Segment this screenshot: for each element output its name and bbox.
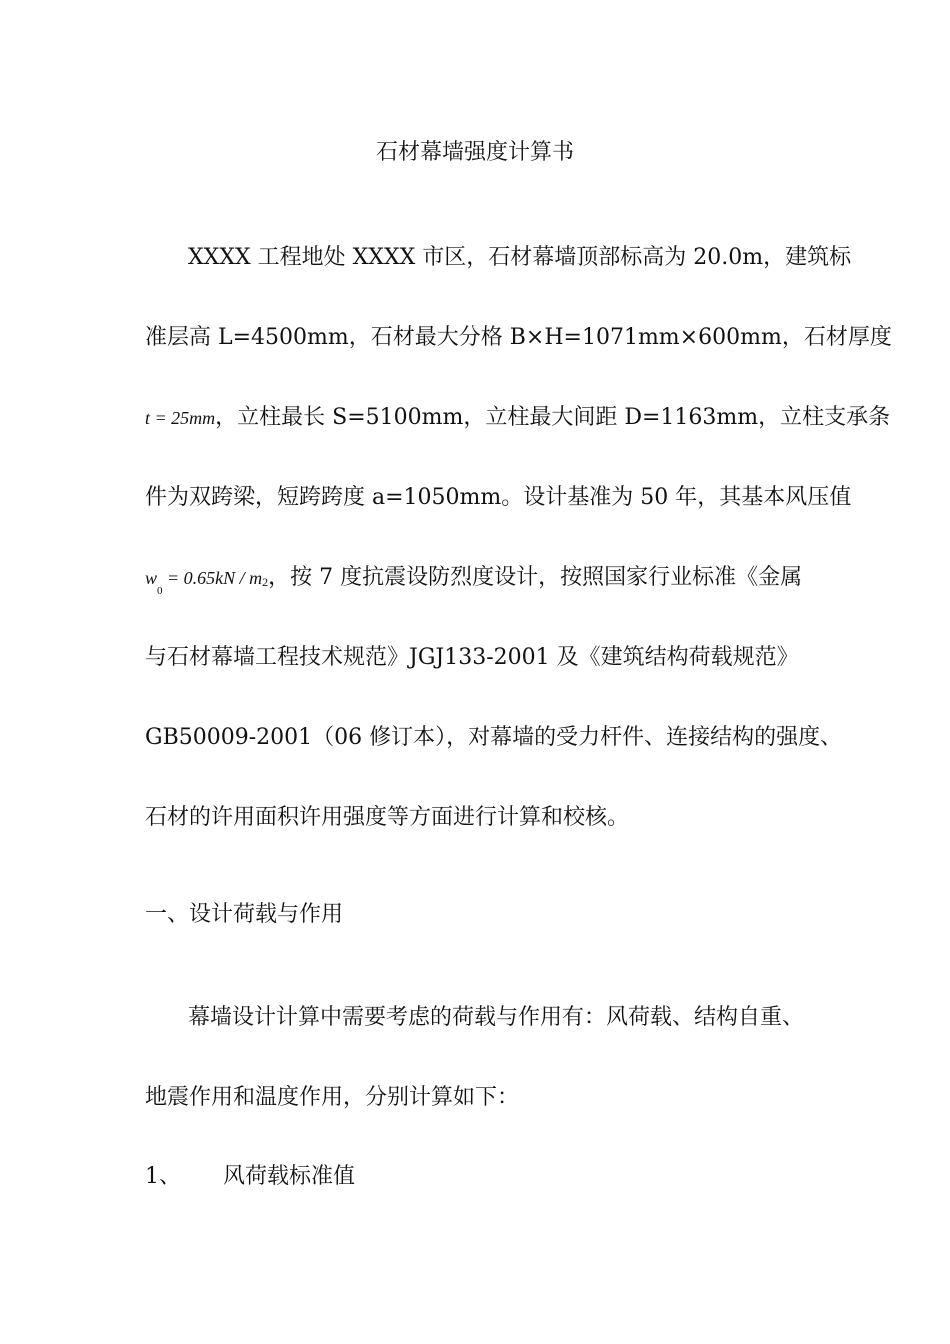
list-item-1 <box>145 1162 355 1192</box>
section-1-para-line-1: 幕墙设计计算中需要考虑的荷载与作用有：风荷载、结构自重、 <box>188 1005 805 1030</box>
wind-pressure-formula <box>145 568 269 597</box>
formula-superscript: 2 <box>262 575 269 589</box>
section-1-para-line-2: 地震作用和温度作用，分别计算如下： <box>145 1085 520 1110</box>
intro-line-5-text: ，按 7 度抗震设防烈度设计，按照国家行业标准《金属 <box>268 565 803 590</box>
intro-line-4: 件为双跨梁，短跨跨度 a=1050mm。设计基准为 50 年，其基本风压值 <box>145 485 852 510</box>
intro-line-8: 石材的许用面积许用强度等方面进行计算和校核。 <box>145 805 630 830</box>
thickness-formula: t = 25mm <box>145 408 216 428</box>
document-title: 石材幕墙强度计算书 <box>375 140 574 165</box>
intro-line-1: XXXX 工程地处 XXXX 市区，石材幕墙顶部标高为 20.0m，建筑标 <box>188 245 852 270</box>
intro-line-3 <box>145 403 890 433</box>
intro-line-7: GB50009-2001（06 修订本），对幕墙的受力杆件、连接结构的强度、 <box>145 725 843 750</box>
intro-line-2: 准层高 L=4500mm，石材最大分格 B×H=1071mm×600mm，石材厚度 <box>145 325 892 350</box>
intro-line-3-text: ，立柱最长 S=5100mm，立柱最大间距 D=1163mm，立柱支承条 <box>215 405 891 430</box>
list-item-label: 风荷载标准值 <box>223 1164 356 1189</box>
section-1-heading: 一、设计荷载与作用 <box>145 902 344 927</box>
formula-value: = 0.65kN / m <box>162 568 263 588</box>
formula-w: w <box>145 568 158 588</box>
formula-subscript: 0 <box>157 585 163 597</box>
list-item-number: 1、 <box>145 1164 181 1189</box>
intro-line-6: 与石材幕墙工程技术规范》JGJ133-2001 及《建筑结构荷载规范》 <box>145 645 799 670</box>
intro-line-5 <box>145 563 802 596</box>
